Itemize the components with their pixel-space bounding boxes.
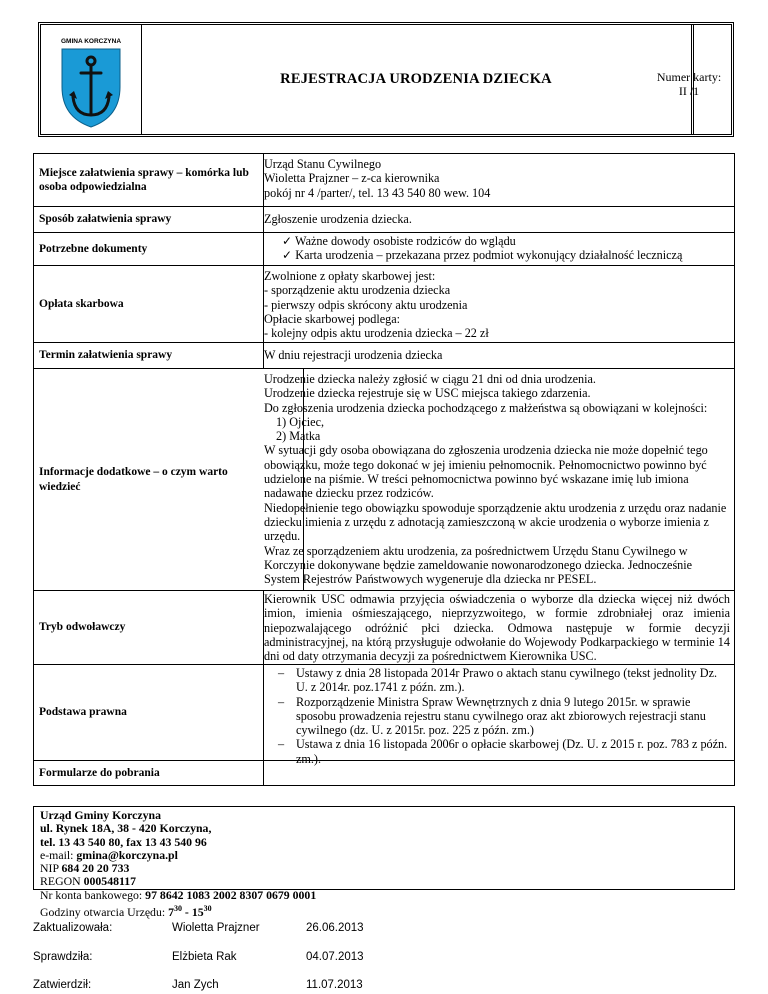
office-name: Urząd Gminy Korczyna: [40, 808, 162, 822]
row-formularze: [34, 761, 734, 785]
checkmark-icon: ✓: [282, 248, 296, 263]
row-line: Zwolnione z opłaty skarbowej jest:: [264, 269, 436, 283]
card-number-cell: [656, 25, 731, 134]
row-label: Formularze do pobrania: [34, 761, 264, 785]
row-line: Opłacie skarbowej podlega:: [264, 311, 401, 326]
approval-role: Zatwierdził:: [33, 979, 92, 991]
row-line: - sporządzenie aktu urodzenia dziecka: [264, 283, 451, 298]
approval-role: Sprawdziła:: [33, 951, 93, 963]
approval-date: 26.06.2013: [306, 922, 364, 934]
row-value: Zgłoszenie urodzenia dziecka.: [264, 212, 412, 226]
page-title: REJESTRACJA URODZENIA DZIECKA: [280, 71, 552, 88]
approval-name: Elżbieta Rak: [172, 951, 237, 963]
list-item: ✓ Karta urodzenia – przekazana przez podmiot wykonujący działalność leczniczą: [282, 248, 683, 263]
list-item: – Ustawy z dnia 28 listopada 2014r Prawo o aktach stanu cywilnego (tekst jednolity Dz. U. z 2014r. poz.1741 z późn. zm.).: [284, 666, 730, 695]
row-value: Kierownik USC odmawia przyjęcia oświadczenia o wyborze dla dziecka więcej niż dwóch imion, imienia ośmieszającego, nieprzyzwoitego, w formie zdrobniałej oraz imienia niepozwalającego odróżnić płci dziecka. Odmowa następuje w formie decyzji administracyjnej, na którą przysługuje odwołanie do Wojewody Podkarpackiego w terminie 14 dni od daty otrzymania decyzji za pośrednictwem Kierownika USC.: [264, 592, 730, 664]
row-dokumenty: [34, 233, 734, 266]
bank-value: 97 8642 1083 2002 8307 0679 0001: [145, 887, 317, 902]
row-label: Termin załatwienia sprawy: [34, 343, 264, 368]
checkmark-icon: ✓: [282, 234, 296, 248]
info-paragraph: Urodzenie dziecka rejestruje się w USC miejsca takiego zdarzenia.: [264, 386, 591, 401]
regon-value: 000548117: [83, 874, 137, 889]
row-value: W dniu rejestracji urodzenia dziecka: [264, 348, 443, 362]
info-paragraph: Do zgłoszenia urodzenia dziecka pochodzącego z małżeństwa są obowiązani w kolejności:: [264, 400, 708, 415]
title-cell: [141, 25, 694, 134]
row-termin: [34, 343, 734, 369]
row-label: Tryb odwoławczy: [34, 591, 264, 664]
office-address: ul. Rynek 18A, 38 - 420 Korczyna,: [40, 821, 212, 836]
row-label: Opłata skarbowa: [34, 266, 264, 342]
info-paragraph: W sytuacji gdy osoba obowiązana do zgłoszenia urodzenia dziecka nie może dopełnić tego obowiązku, może tego dokonać w jej imieniu pełnomocnik. Pełnomocnictwo powinno być udzielone na piśmie. W treści pełnomocnictwa powinno być wskazane imię lub imiona nadawane dziecku przez rodziców.: [264, 443, 708, 501]
header-box: [38, 22, 734, 137]
email-link[interactable]: gmina@korczyna.pl: [76, 847, 178, 862]
approval-name: Wioletta Prajzner: [172, 922, 260, 934]
row-line: Wioletta Prajzner – z-ca kierownika: [264, 171, 440, 186]
logo-cell: [41, 25, 142, 134]
row-podstawa: [34, 665, 734, 766]
row-line: - pierwszy odpis skrócony aktu urodzenia: [264, 297, 468, 312]
svg-text:GMINA KORCZYNA: GMINA KORCZYNA: [60, 38, 122, 45]
info-paragraph: Niedopełnienie tego obowiązku spowoduje sporządzenie aktu urodzenia z urzędu oraz nadanie dziecku imienia z urzędu z adnotacją zamieszczoną w akcie urodzenia o wyborze imienia z urzędu.: [264, 500, 727, 544]
office-phone: tel. 13 43 540 80, fax 13 43 540 96: [40, 834, 207, 849]
nip-value: 684 20 20 733: [61, 861, 130, 876]
row-label: Informacje dodatkowe – o czym warto wiedzieć: [34, 369, 304, 590]
approval-date: 04.07.2013: [306, 951, 364, 963]
row-line: pokój nr 4 /parter/, tel. 13 43 540 80 wew. 104: [264, 185, 491, 200]
nip-label: NIP: [40, 861, 62, 876]
hours-line: Godziny otwarcia Urzędu: $7^{30} - 15^{30}$: [40, 904, 212, 919]
row-label: Podstawa prawna: [34, 665, 264, 760]
row-line: Urząd Stanu Cywilnego: [264, 157, 382, 171]
email-label: e-mail:: [40, 847, 77, 862]
row-label: Miejsce załatwienia sprawy – komórka lub osoba odpowiedzialna: [34, 154, 264, 206]
list-item: – Rozporządzenie Ministra Spraw Wewnętrznych z dnia 9 lutego 2015r. w sprawie sposobu prowadzenia rejestru stanu cywilnego oraz akt zbiorowych rejestracji stanu cywilnego (dz. U. z 2015r. poz. 225 z późn. zm.): [284, 695, 730, 738]
row-informacje: [34, 369, 734, 591]
list-item: 1) Ojciec,: [276, 414, 325, 429]
row-miejsce: [34, 154, 734, 207]
coat-of-arms-icon: [41, 25, 141, 134]
info-table: [33, 153, 735, 786]
list-item: ✓ Ważne dowody osobiste rodziców do wglądu: [282, 234, 516, 248]
approval-name: Jan Zych: [172, 979, 219, 991]
row-oplata: [34, 266, 734, 343]
info-paragraph: Wraz ze sporządzeniem aktu urodzenia, za pośrednictwem Urzędu Stanu Cywilnego w Korczynie dokonywane będzie zameldowanie nowonarodzonego dziecka. Jednocześnie System Rejestrów Państwowych wygeneruje dla dziecka nr PESEL.: [264, 543, 693, 587]
row-tryb: [34, 591, 734, 665]
office-info-box: [33, 806, 735, 919]
info-paragraph: Urodzenie dziecka należy zgłosić w ciągu 21 dni od dnia urodzenia.: [264, 372, 596, 386]
row-sposob: [34, 207, 734, 233]
regon-label: REGON: [40, 874, 84, 889]
row-label: Sposób załatwienia sprawy: [34, 207, 264, 232]
approval-role: Zaktualizowała:: [33, 922, 113, 934]
row-line: - kolejny odpis aktu urodzenia dziecka – 22 zł: [264, 326, 489, 341]
row-label: Potrzebne dokumenty: [34, 233, 264, 265]
bank-label: Nr konta bankowego:: [40, 887, 146, 902]
card-number: II /1: [678, 84, 700, 98]
list-item: – Ustawa z dnia 16 listopada 2006r o opłacie skarbowej (Dz. U. z 2015 r. poz. 783 z późn. zm.).: [284, 737, 730, 766]
approval-date: 11.07.2013: [306, 979, 363, 991]
list-item: 2) Matka: [276, 429, 321, 444]
card-number-label: Numer karty:: [656, 70, 722, 84]
